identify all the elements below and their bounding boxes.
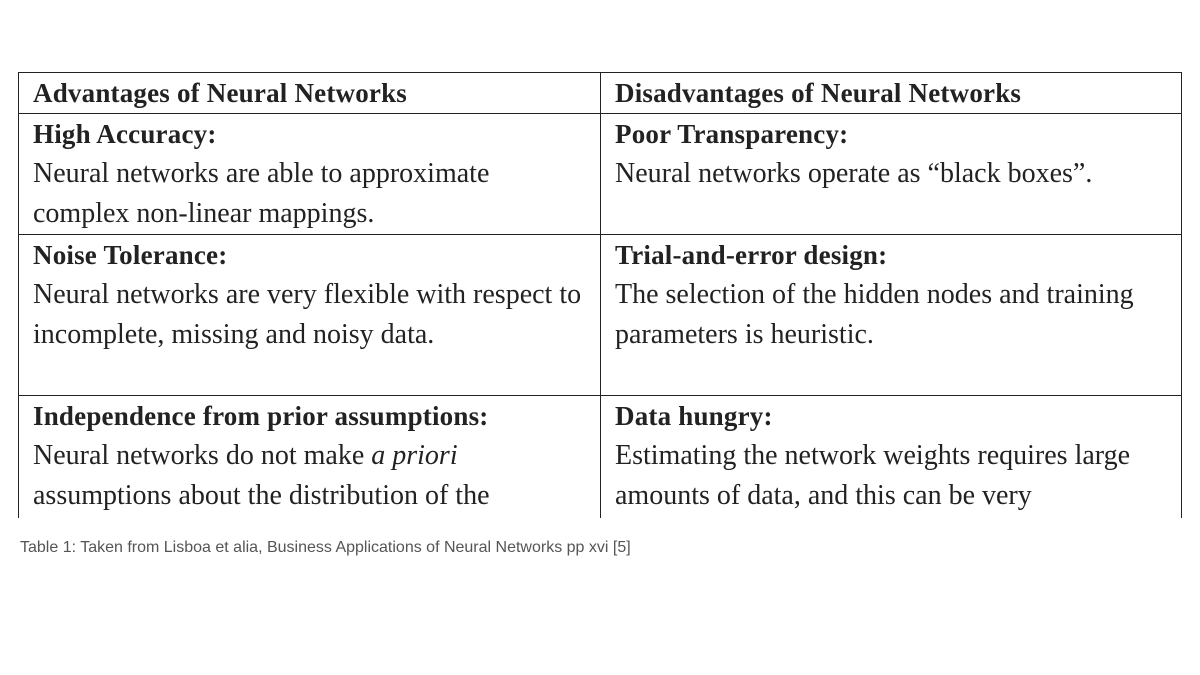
disadvantage-body: Neural networks operate as “black boxes”. bbox=[615, 158, 1093, 189]
disadvantage-title: Trial-and-error design: bbox=[615, 240, 888, 270]
advantage-cell bbox=[19, 114, 601, 235]
disadvantage-title: Data hungry: bbox=[615, 401, 773, 431]
table-row bbox=[19, 235, 1181, 396]
advantage-body-italic: a priori bbox=[371, 440, 458, 471]
disadvantage-cell bbox=[601, 396, 1182, 519]
disadvantages-header: Disadvantages of Neural Networks bbox=[601, 73, 1182, 114]
disadvantage-title: Poor Transparency: bbox=[615, 119, 849, 149]
table-caption: Table 1: Taken from Lisboa et alia, Business Applications of Neural Networks pp xvi [5] bbox=[20, 539, 631, 556]
advantage-title: Noise Tolerance: bbox=[33, 240, 228, 270]
disadvantage-cell bbox=[601, 235, 1182, 396]
advantage-title: Independence from prior assumptions: bbox=[33, 401, 489, 431]
comparison-table bbox=[19, 73, 1181, 518]
advantage-body-end: assumptions about the distribution of the bbox=[33, 480, 490, 511]
advantages-header: Advantages of Neural Networks bbox=[19, 73, 601, 114]
advantage-title: High Accuracy: bbox=[33, 119, 217, 149]
disadvantage-body: Estimating the network weights requires large amounts of data, and this can be very bbox=[615, 440, 1131, 511]
table-row bbox=[19, 114, 1181, 235]
advantage-body: Neural networks are very flexible with respect to incomplete, missing and noisy data. bbox=[33, 279, 582, 350]
advantage-body bbox=[33, 436, 586, 516]
disadvantage-body: The selection of the hidden nodes and training parameters is heuristic. bbox=[615, 279, 1134, 350]
advantage-body: Neural networks are able to approximate complex non-linear mappings. bbox=[33, 158, 490, 229]
advantage-body-start: Neural networks do not make bbox=[33, 440, 372, 471]
table-header-row bbox=[19, 73, 1181, 114]
disadvantage-cell bbox=[601, 114, 1182, 235]
advantage-cell bbox=[19, 396, 601, 519]
comparison-table-container bbox=[18, 72, 1182, 518]
table-row bbox=[19, 396, 1181, 519]
advantage-cell bbox=[19, 235, 601, 396]
